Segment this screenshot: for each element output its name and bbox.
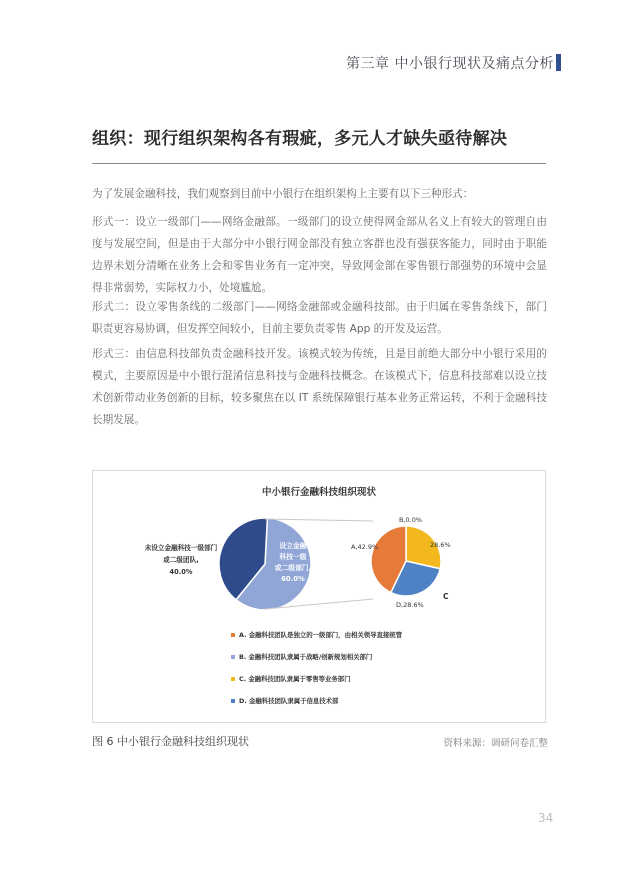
legend-item: A. 金融科技团队是独立的一级部门，由相关领导直接统管	[239, 631, 403, 639]
chart-frame	[92, 470, 546, 723]
form-three-paragraph: 形式三：由信息科技部负责金融科技开发。该模式较为传统，且是目前绝大部分中小银行采用的模式，主要原因是中小银行混淆信息科技与金融科技概念。在该模式下，信息科技部难以设立技术创新带动业务创新的目标，较多聚焦在以 IT 系统保障银行基本业务正常运转，不利于金融科技长期发展。	[92, 348, 547, 426]
heading-divider	[92, 163, 546, 164]
breakdown-slice-label: D,28.6%	[396, 601, 424, 609]
chapter-accent-bar	[556, 54, 561, 71]
form-two-paragraph: 形式二：设立零售条线的二级部门——网络金融部或金融科技部。由于归属在零售条线下，部门职责更容易协调，但发挥空间较小，目前主要负责零售 App 的开发及运营。	[92, 301, 547, 335]
main-slice-label-line: 或二级部门,	[274, 564, 312, 572]
chart-legend	[231, 630, 403, 705]
main-slice-label-line: 40.0%	[169, 568, 193, 576]
main-slice-label-line: 设立金融	[279, 542, 307, 550]
legend-item: D. 金融科技团队隶属于信息技术部	[239, 697, 339, 705]
main-slice-label-line: 60.0%	[281, 575, 305, 583]
legend-swatch	[231, 677, 235, 681]
figure-source: 资料来源：调研问卷汇整	[443, 738, 548, 749]
chapter-title: 第三章 中小银行现状及痛点分析	[346, 56, 554, 72]
main-slice-label-line: 未设立金融科技一级部门	[144, 544, 218, 552]
breakdown-slice-label: A,42.9%	[351, 543, 379, 551]
chart-title: 中小银行金融科技组织现状	[261, 487, 377, 498]
section-heading: 组织：现行组织架构各有瑕疵，多元人才缺失亟待解决	[92, 129, 508, 149]
legend-swatch	[231, 655, 235, 659]
main-slice-label-line: 科技一级	[279, 553, 307, 561]
breakdown-slice-label: B,0.0%	[399, 516, 423, 524]
legend-item: B. 金融科技团队隶属于战略/创新规划相关部门	[239, 653, 373, 661]
legend-swatch	[231, 633, 235, 637]
form-one-paragraph: 形式一：设立一级部门——网络金融部。一级部门的设立使得网金部从名义上有较大的管理自由度与发展空间，但是由于大部分中小银行网金部没有独立客群也没有强获客能力，同时由于职能边界未划分清晰在业务上会和零售业务有一定冲突，导致网金部在零售银行部强势的环境中会显得非常弱势，实际权力小，处境尴尬。	[92, 216, 547, 294]
breakdown-slice-label: 28.6%	[430, 541, 451, 549]
pie-chart	[93, 471, 545, 722]
legend-item: C. 金融科技团队隶属于零售等业务部门	[239, 675, 351, 683]
legend-swatch	[231, 699, 235, 703]
intro-paragraph: 为了发展金融科技，我们观察到目前中小银行在组织架构上主要有以下三种形式：	[92, 188, 474, 200]
breakdown-pie	[351, 516, 451, 609]
main-slice-label-line: 或二级团队,	[163, 556, 199, 564]
figure-caption: 图 6 中小银行金融科技组织现状	[92, 735, 249, 748]
main-pie	[145, 518, 312, 610]
breakdown-c-tag: C	[443, 592, 449, 601]
page-number: 34	[538, 811, 554, 825]
